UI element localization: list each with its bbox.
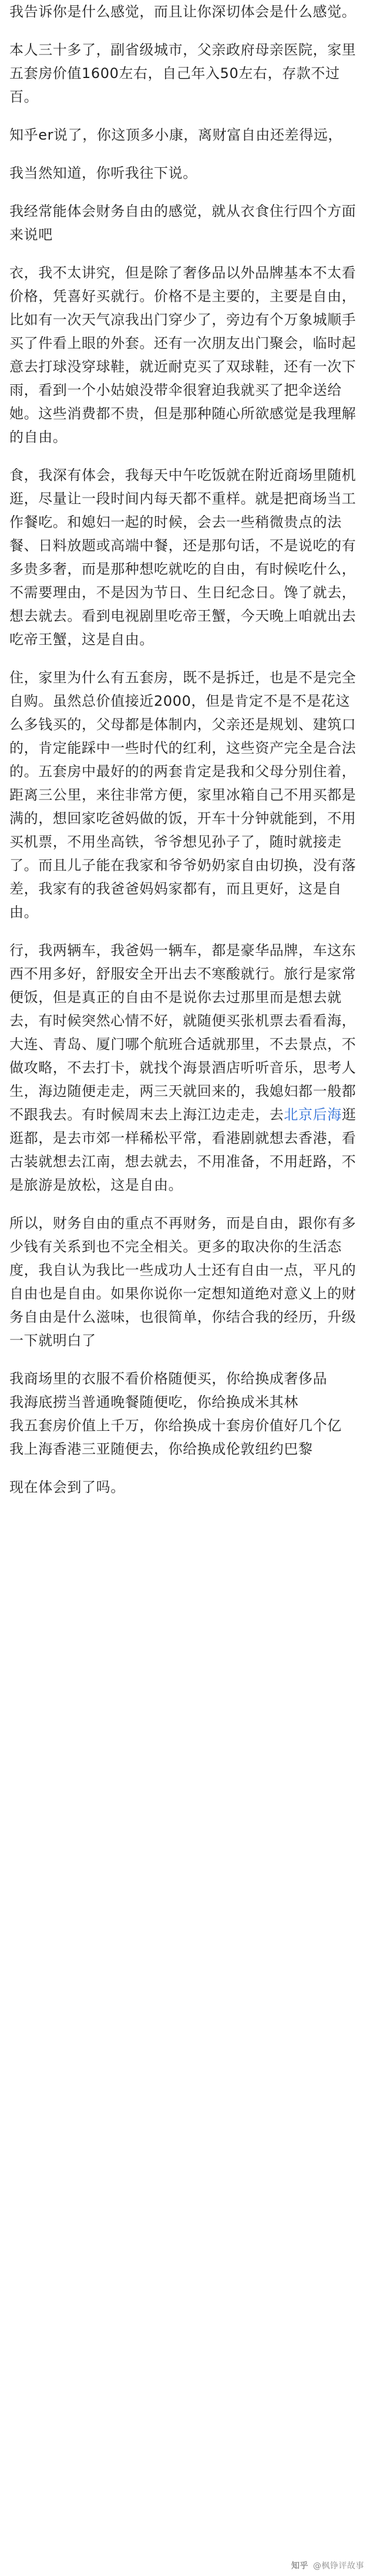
paragraph-topic: 我经常能体会财务自由的感觉，就从衣食住行四个方面来说吧 [9,203,356,243]
watermark [291,2560,364,2571]
paragraph-conclusion: 所以，财务自由的重点不再财务，而是自由，跟你有多少钱有关系到也不完全相关。更多的取决你的生活态度，我自认为我比一些成功人士还有自由一点，平凡的自由也是自由。如果你说你一定想知道绝对意义上的财务自由是什么滋味，也很简单，你结合我的经历，升级一下就明白了 [9,1215,356,1349]
paragraph-clothing: 衣，我不太讲究，但是除了奢侈品以外品牌基本不太看价格，凭喜好买就行。价格不是主要的，主要是自由，比如有一次天气凉我出门穿少了，旁边有个万象城顺手买了件看上眼的外套。还有一次朋友出门聚会，临时起意去打球没穿球鞋，就近耐克买了双球鞋，还有一次下雨，看到一个小姑娘没带伞很窘迫我就买了把伞送给她。这些消费都不贵，但是那种随心所欲感觉是我理解的自由。 [9,265,356,445]
paragraph-zhihu-comment: 知乎er说了，你这顶多小康，离财富自由还差得远， [9,127,343,143]
paragraph-gap [9,252,361,253]
paragraph-gap [9,657,361,658]
paragraph-travel [9,939,361,1197]
paragraph-closing: 现在体会到了吗。 [9,1479,125,1495]
beijing-houhai-link[interactable]: 北京后海 [284,1106,342,1123]
paragraph-gap [9,29,361,30]
paragraph-gap [9,114,361,115]
paragraph-reply: 我当然知道，你听我往下说。 [9,165,197,181]
paragraph-comparison-list: 我商场里的衣服不看价格随便买，你给换成奢侈品 我海底捞当普通晚餐随便吃，你给换成米其林 我五套房价值上千万，你给换成十套房价值好几个亿 我上海香港三亚随便去，你给换成伦敦纽约巴黎 [9,1370,342,1457]
watermark-author: @枫铮评故事 [313,2561,364,2571]
paragraph-food: 食，我深有体会，我每天中午吃饭就在附近商场里随机逛，尽量让一段时间内每天都不重样。就是把商场当工作餐吃。和媳妇一起的时候，会去一些稍微贵点的法餐、日料放题或高端中餐，还是那句话，不是说吃的有多贵多奢，而是那种想吃就吃的自由，有时候吃什么，不需要理由，不是因为节日、生日纪念日。馋了就去，想去就去。看到电视剧里吃帝王蟹，今天晚上咱就出去吃帝王蟹，这是自由。 [9,467,356,648]
paragraph-housing [9,666,361,924]
paragraph-intro: 我告诉你是什么感觉，而且让你深切体会是什么感觉。 [9,4,356,20]
housing-text-part-1: 住，家里为什么有五套房，既不是拆迁，也是不是完全自购。虽然总价值接近2000，但是肯定不是不是花这么多钱买的，父母都是体制内，父亲还是规划、建筑口的，肯定能踩中一些时代的红利，这些资产完全是合法的。 [9,669,356,780]
paragraph-gap [9,1358,361,1359]
article-body [9,0,361,1499]
housing-text-part-2: 五套房中最好的的两套肯定是我和父母分别住着，距离三公里，来往非常方便，家里冰箱自己不用买都是满的，想回家吃爸妈做的饭，开车十分钟就能到，不用买机票，不用坐高铁，爷爷想见孙子了，随时就接走了。而且儿子能在我家和爷爷奶奶家自由切换，没有落差，我家有的我爸爸妈妈家都有，而且更好，这是自由。 [9,763,356,920]
watermark-site: 知乎 [291,2561,308,2571]
travel-text-part-2: 逛逛都，是去市郊一样稀松平常，看港剧就想去香港，看古装就想去江南，想去就去，不用准备，不用赶路，不是旅游是放松，这是自由。 [9,1106,356,1193]
paragraph-background: 本人三十多了，副省级城市，父亲政府母亲医院，家里五套房价值1600左右，自己年入50左右，存款不过百。 [9,42,356,105]
travel-text-part-1: 行，我两辆车，我爸妈一辆车，都是豪华品牌，车这东西不用多好，舒服安全开出去不寒酸就行。旅行是家常便饭，但是真正的自由不是说你去过那里而是想去就去，有时候突然心情不好，就随便买张机票去看看海，大连、青岛、厦门哪个航班合适就那里，不去景点，不做攻略，不去打卡，就找个海景酒店听听音乐，思考人生，海边随便走走，两三天就回来的，我媳妇都一般都不跟我去。有时候周末去上海江边走走，去 [9,942,356,1123]
